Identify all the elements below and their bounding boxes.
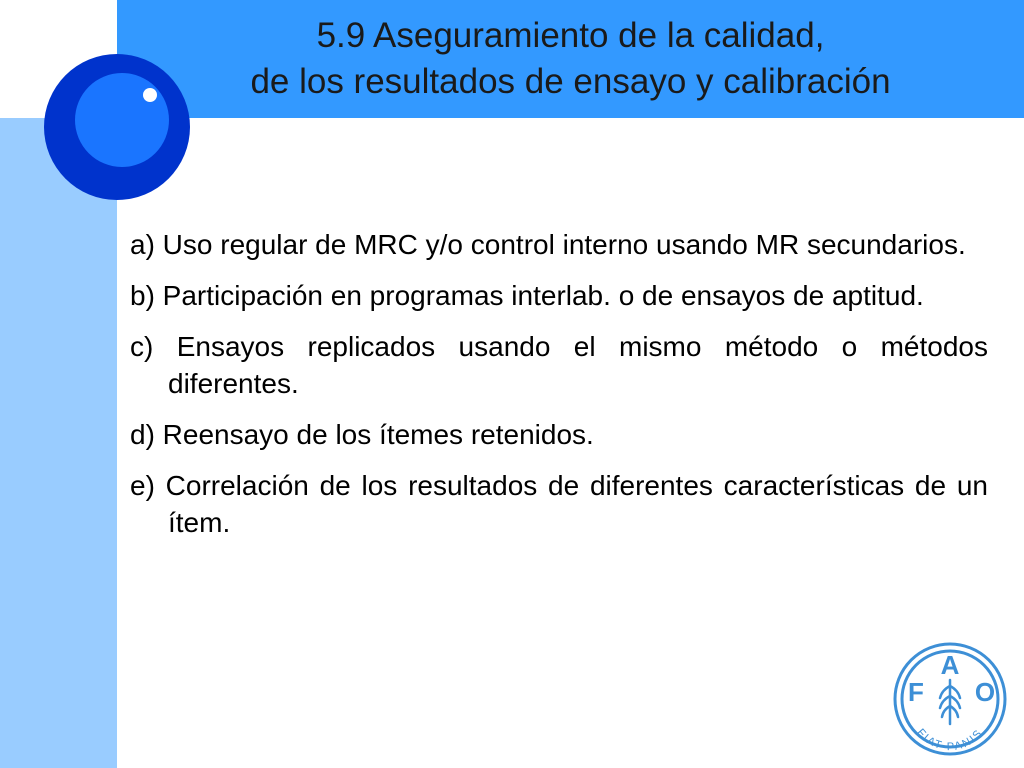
list-item-e: e) Correlación de los resultados de diferentes características de un ítem. [130, 470, 988, 538]
list-item-d: d) Reensayo de los ítemes retenidos. [130, 419, 594, 450]
list-item-a: a) Uso regular de MRC y/o control interno usando MR secundarios. [130, 229, 966, 260]
logo-letter-a: A [940, 650, 960, 680]
wheat-ear-icon [940, 680, 960, 724]
title-line-2: de los resultados de ensayo y calibración [250, 62, 891, 101]
list-item-b: b) Participación en programas interlab. o de ensayos de aptitud. [130, 280, 924, 311]
title-line-1: 5.9 Aseguramiento de la calidad, [316, 16, 825, 55]
content-list [130, 226, 988, 555]
fao-logo [890, 640, 1010, 758]
logo-letter-f: F [908, 677, 924, 707]
list-item-c: c) Ensayos replicados usando el mismo método o métodos diferentes. [130, 331, 988, 399]
logo-letter-o: O [974, 677, 996, 707]
logo-motto: FIAT PANIS [914, 726, 986, 754]
slide-title [117, 0, 1024, 118]
